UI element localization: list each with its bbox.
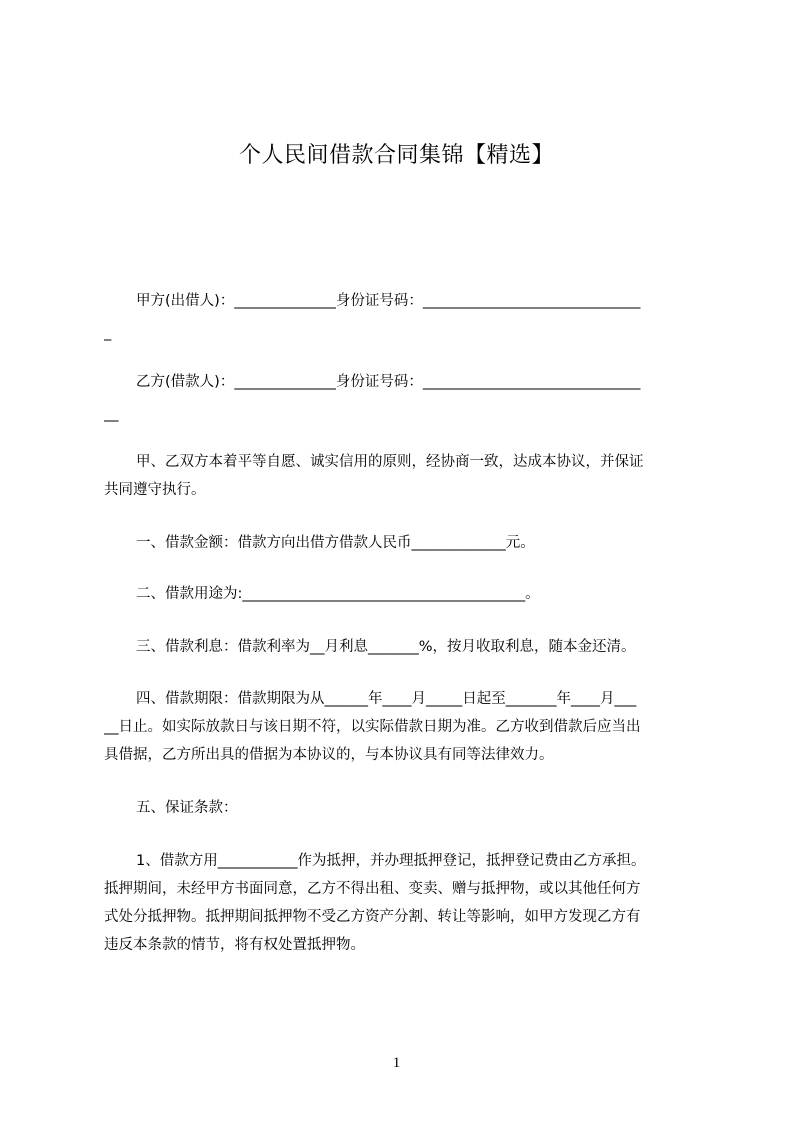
clause-5-1-line-2: 抵押期间，未经甲方书面同意，乙方不得出租、变卖、赠与抵押物，或以其他任何方 xyxy=(104,881,641,897)
clause-2-text: 二、借款用途为:_______________________________________。 xyxy=(136,586,540,602)
intro-paragraph xyxy=(104,448,702,504)
clause-5-heading: 五、保证条款： xyxy=(136,800,238,816)
clause-1-text: 一、借款金额：借款方向出借方借款人民币_____________元。 xyxy=(136,535,535,551)
clause-2-paragraph xyxy=(104,580,702,608)
party-b-line-2: __ xyxy=(104,406,119,422)
clause-3-paragraph xyxy=(104,633,702,661)
document-title: 个人民间借款合同集锦【精选】 xyxy=(238,143,554,168)
party-a-line-1: 甲方(出借人)：______________身份证号码：______________________________ xyxy=(136,293,641,309)
clause-5-1-paragraph xyxy=(104,847,702,959)
clause-5-paragraph xyxy=(104,794,702,822)
clause-5-1-line-4: 违反本条款的情节，将有权处置抵押物。 xyxy=(104,937,365,953)
clause-3-text: 三、借款利息：借款利率为__月利息_______%，按月收取利息，随本金还清。 xyxy=(136,639,636,655)
party-b-paragraph xyxy=(104,368,702,428)
clause-4-line-3: 具借据，乙方所出具的借据为本协议的，与本协议具有同等法律效力。 xyxy=(104,747,554,763)
intro-line-1: 甲、乙双方本着平等自愿、诚实信用的原则，经协商一致，达成本协议，并保证 xyxy=(136,454,644,470)
clause-5-1-line-1: 1、借款方用___________作为抵押，并办理抵押登记，抵押登记费由乙方承担。 xyxy=(136,853,646,869)
clause-5-1-line-3: 式处分抵押物。抵押期间抵押物不受乙方资产分割、转让等影响，如甲方发现乙方有 xyxy=(104,909,641,925)
clause-4-line-2: __日止。如实际放款日与该日期不符，以实际借款日期为准。乙方收到借款后应当出 xyxy=(104,719,641,735)
page-number: 1 xyxy=(392,1055,401,1071)
clause-4-paragraph xyxy=(104,685,702,769)
party-a-paragraph xyxy=(104,287,702,347)
party-a-line-2: _ xyxy=(104,325,112,341)
clause-4-line-1: 四、借款期限：借款期限为从______年____月_____日起至_______年____月___ xyxy=(136,691,637,707)
clause-1-paragraph xyxy=(104,529,702,557)
party-b-line-1: 乙方(借款人)：______________身份证号码：______________________________ xyxy=(136,374,641,390)
intro-line-2: 共同遵守执行。 xyxy=(104,482,206,498)
